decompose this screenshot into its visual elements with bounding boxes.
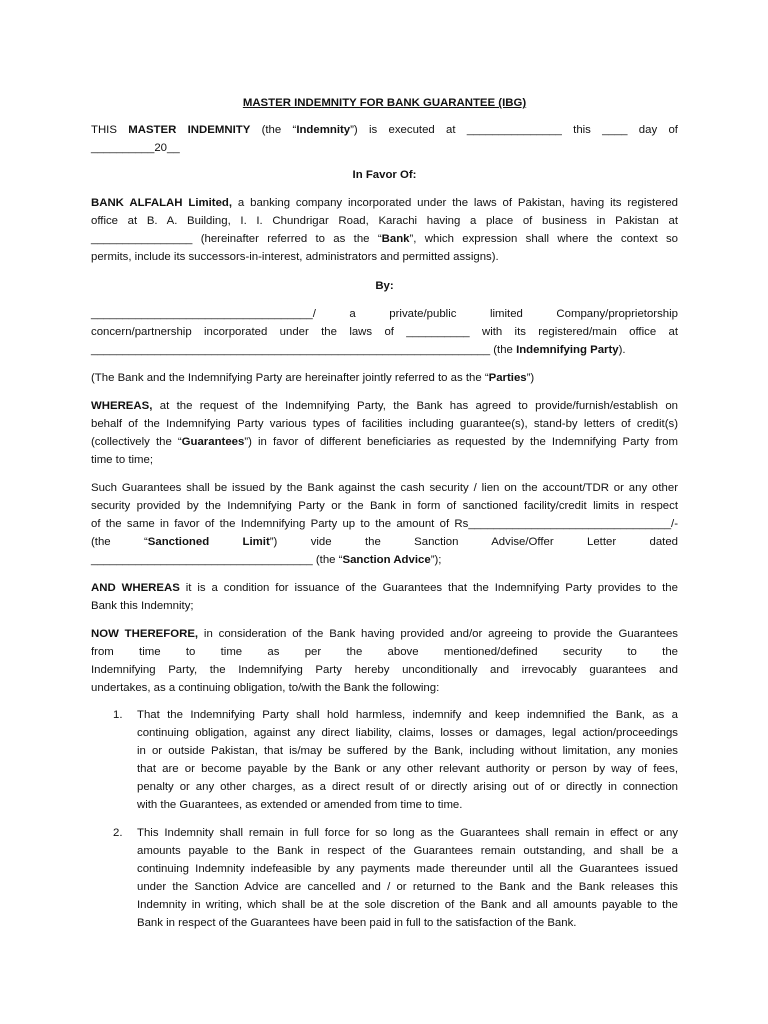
guarantees-line-2: security provided by the Indemnifying Party or the Bank in form of sanctioned facility/credit limits in respect — [91, 500, 678, 512]
document-title: MASTER INDEMNITY FOR BANK GUARANTEE (IBG) — [242, 97, 527, 109]
and-whereas-paragraph — [91, 579, 678, 615]
bank-line-2: office at B. A. Building, I. I. Chundrigar Road, Karachi having a place of business in Pakistan at — [91, 215, 678, 227]
now-therefore-line-3: Indemnifying Party, the Indemnifying Party hereby unconditionally and irrevocably guarantees and — [91, 664, 678, 676]
clause-number: 1. — [113, 709, 123, 721]
clause-text: That the Indemnifying Party shall hold harmless, indemnify and keep indemnified the Bank, as a continuing obligation, against any direct liability, claims, losses or damages, legal action/proceedings in or outside Pakistan, that is/may be suffered by the Bank, including without limitation, any monies that are or become payable by the Bank or any other relevant authority or person by way of fees, penalty or any other charges, as a direct result of or directly arising out of or directly in connection with the Guarantees, as extended or amended from time to time. — [137, 709, 678, 811]
by-heading: By: — [375, 280, 394, 292]
and-whereas-line-1: AND WHEREAS it is a condition for issuance of the Guarantees that the Indemnifying Party provides to the — [91, 582, 678, 594]
clause-number: 2. — [113, 827, 123, 839]
whereas-paragraph — [91, 397, 678, 469]
clause-2 — [113, 824, 678, 932]
now-therefore-paragraph — [91, 625, 678, 697]
intro-line-2: __________20__ — [91, 142, 180, 154]
by-line-1: ___________________________________/ a private/public limited Company/proprietorship — [91, 308, 678, 320]
whereas-line-1: WHEREAS, at the request of the Indemnifying Party, the Bank has agreed to provide/furnish/establish on — [91, 400, 678, 412]
whereas-line-2: behalf of the Indemnifying Party various types of facilities including guarantee(s), stand-by letters of credit(s) — [91, 418, 678, 430]
whereas-line-3: (collectively the “Guarantees”) in favor of different beneficiaries as requested by the Indemnifying Party from — [91, 436, 678, 448]
clause-1 — [113, 706, 678, 814]
bank-line-1: BANK ALFALAH Limited, a banking company incorporated under the laws of Pakistan, having its registered — [91, 197, 679, 209]
now-therefore-line-4: undertakes, as a continuing obligation, to/with the Bank the following: — [91, 682, 440, 694]
guarantees-line-1: Such Guarantees shall be issued by the Bank against the cash security / lien on the account/TDR or any other — [91, 482, 678, 494]
guarantees-paragraph — [91, 479, 678, 569]
by-line-2: concern/partnership incorporated under the laws of __________ with its registered/main office at — [91, 326, 678, 338]
whereas-line-4: time to time; — [91, 454, 154, 466]
guarantees-line-3: of the same in favor of the Indemnifying Party up to the amount of Rs________________________________/- — [91, 518, 678, 530]
intro-line-1: THIS MASTER INDEMNITY (the “Indemnity”) is executed at _______________ this ____ day of — [91, 124, 678, 136]
now-therefore-line-1: NOW THEREFORE, in consideration of the Bank having provided and/or agreeing to provide the Guarantees — [91, 628, 678, 640]
by-paragraph — [91, 305, 678, 359]
bank-line-4: permits, include its successors-in-interest, administrators and permitted assigns). — [91, 251, 499, 263]
now-therefore-line-2: from time to time as per the above mentioned/defined security to the — [91, 646, 679, 658]
bank-paragraph — [91, 194, 678, 266]
guarantees-line-4: (the “Sanctioned Limit”) vide the Sanction Advise/Offer Letter dated — [91, 536, 678, 548]
in-favor-of-heading: In Favor Of: — [352, 169, 417, 181]
and-whereas-line-2: Bank this Indemnity; — [91, 600, 194, 612]
intro-paragraph — [91, 121, 678, 157]
bank-line-3: ________________ (hereinafter referred to as the “Bank”, which expression shall where the context so — [91, 233, 679, 245]
guarantees-line-5: ___________________________________ (the “Sanction Advice”); — [91, 554, 442, 566]
by-line-3: _______________________________________________________________ (the Indemnifying Party). — [91, 344, 626, 356]
parties-paragraph: (The Bank and the Indemnifying Party are hereinafter jointly referred to as the “Parties”) — [91, 372, 535, 384]
clause-text: This Indemnity shall remain in full force for so long as the Guarantees shall remain in effect or any amounts payable to the Bank in respect of the Guarantees remain outstanding, and shall be a continuing Indemnity indefeasible by any payments made thereunder until all the Guarantees issued under the Sanction Advice are cancelled and / or returned to the Bank and the Bank releases this Indemnity in writing, which shall be at the sole discretion of the Bank and all amounts payable to the Bank in respect of the Guarantees have been paid in full to the satisfaction of the Bank. — [137, 827, 678, 929]
